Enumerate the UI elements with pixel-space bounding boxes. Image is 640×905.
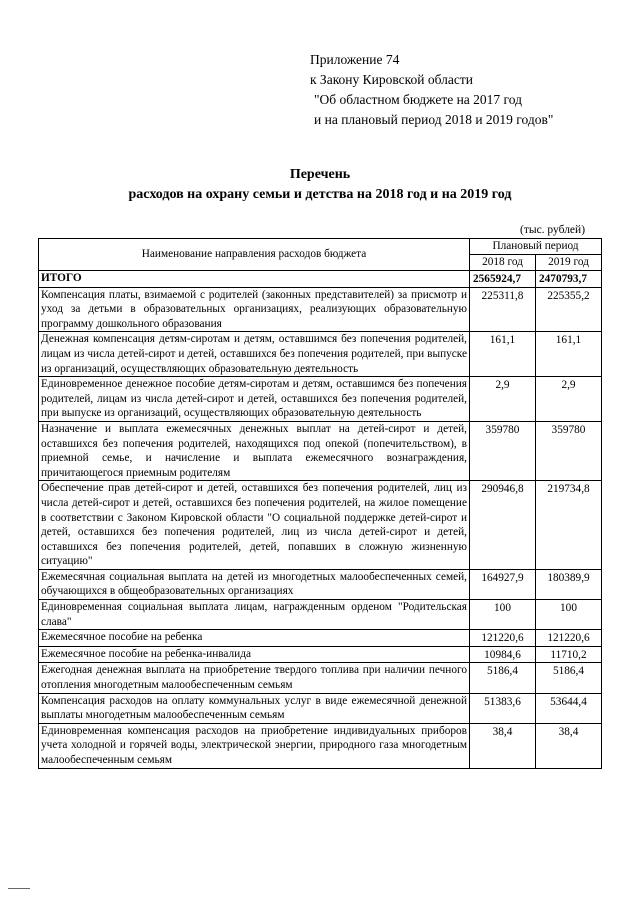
table-row [39, 421, 602, 480]
table-row [39, 600, 602, 630]
table-row [39, 646, 602, 663]
table-row [39, 723, 602, 768]
row-description: Ежемесячное пособие на ребенка-инвалида [39, 646, 470, 663]
scan-mark [8, 888, 30, 892]
row-description: Обеспечение прав детей-сирот и детей, оставшихся без попечения родителей, лиц из числа детей-сирот и детей, оставшихся без попечения родителей, на жилое помещение в соответствии с Законом Кировской области "О социальной поддержке детей-сирот и детей, оставшихся без попечения родителей, лиц из числа детей-сирот и детей, оставшихся без попечения родителей, детей, попавших в сложную жизненную ситуацию" [39, 481, 470, 570]
row-value-2019: 161,1 [536, 332, 602, 377]
row-value-2019: 2,9 [536, 377, 602, 422]
row-value-2019: 38,4 [536, 723, 602, 768]
row-description: Денежная компенсация детям-сиротам и детям, оставшимся без попечения родителей, лицам из числа детей-сирот и детей, оставшихся без попечения родителей, при выпуске из организаций, осуществляющих образовательную деятельность [39, 332, 470, 377]
document-subtitle: расходов на охрану семьи и детства на 2018 год и на 2019 год [128, 187, 512, 202]
appendix-law-period: и на плановый период 2018 и 2019 годов" [314, 112, 554, 127]
header-2018: 2018 год [470, 255, 536, 271]
row-value-2018: 161,1 [470, 332, 536, 377]
row-value-2018: 290946,8 [470, 481, 536, 570]
table-row [39, 693, 602, 723]
row-value-2019: 100 [536, 600, 602, 630]
row-value-2018: 121220,6 [470, 630, 536, 647]
row-description: Единовременная компенсация расходов на приобретение индивидуальных приборов учета холодной и горячей воды, электрической энергии, природного газа многодетным малообеспеченным семьям [39, 723, 470, 768]
row-description: Ежемесячное пособие на ребенка [39, 630, 470, 647]
document-title: Перечень [289, 167, 351, 182]
row-value-2019: 359780 [536, 421, 602, 480]
total-2018: 2565924,7 [470, 271, 536, 288]
table-row [39, 287, 602, 332]
row-value-2018: 100 [470, 600, 536, 630]
row-value-2019: 225355,2 [536, 287, 602, 332]
row-value-2018: 10984,6 [470, 646, 536, 663]
row-description: Назначение и выплата ежемесячных денежных выплат на детей-сирот и детей, оставшихся без попечения родителей, находящихся под опекой (попечительством), в приемной семье, и начисление и выплата ежемесячного вознаграждения, причитающегося приемным родителям [39, 421, 470, 480]
units-label: (тыс. рублей) [520, 224, 586, 236]
row-value-2019: 53644,4 [536, 693, 602, 723]
appendix-header [310, 50, 630, 130]
row-value-2019: 219734,8 [536, 481, 602, 570]
row-value-2018: 225311,8 [470, 287, 536, 332]
total-row [39, 271, 602, 288]
table-row [39, 377, 602, 422]
table-row [39, 569, 602, 599]
row-value-2019: 121220,6 [536, 630, 602, 647]
row-value-2018: 51383,6 [470, 693, 536, 723]
total-label: ИТОГО [39, 271, 470, 288]
row-value-2019: 11710,2 [536, 646, 602, 663]
row-description: Единовременная социальная выплата лицам, награжденным орденом "Родительская слава" [39, 600, 470, 630]
table-row [39, 663, 602, 693]
table-row [39, 481, 602, 570]
header-name: Наименование направления расходов бюджета [39, 239, 470, 271]
header-period: Плановый период [470, 239, 602, 255]
expenses-table [38, 238, 602, 769]
appendix-law-title: "Об областном бюджете на 2017 год [314, 92, 522, 107]
row-description: Компенсация платы, взимаемой с родителей (законных представителей) за присмотр и уход за детьми в образовательных организациях, реализующих образовательную программу дошкольного образования [39, 287, 470, 332]
row-description: Ежегодная денежная выплата на приобретение твердого топлива при наличии печного отопления многодетным малообеспеченным семьям [39, 663, 470, 693]
row-value-2018: 2,9 [470, 377, 536, 422]
row-description: Единовременное денежное пособие детям-сиротам и детям, оставшимся без попечения родителей, лицам из числа детей-сирот и детей, оставшихся без попечения родителей, при выпуске из организаций, осуществляющих образовательную деятельность [39, 377, 470, 422]
table-header-row [39, 239, 602, 255]
row-description: Ежемесячная социальная выплата на детей из многодетных малообеспеченных семей, обучающихся в общеобразовательных организациях [39, 569, 470, 599]
total-2019: 2470793,7 [536, 271, 602, 288]
header-2019: 2019 год [536, 255, 602, 271]
row-value-2018: 5186,4 [470, 663, 536, 693]
row-value-2018: 38,4 [470, 723, 536, 768]
row-value-2018: 164927,9 [470, 569, 536, 599]
appendix-law: к Закону Кировской области [310, 72, 474, 87]
row-value-2019: 180389,9 [536, 569, 602, 599]
appendix-number: Приложение 74 [310, 52, 400, 67]
table-row [39, 332, 602, 377]
row-value-2019: 5186,4 [536, 663, 602, 693]
table-row [39, 630, 602, 647]
row-description: Компенсация расходов на оплату коммунальных услуг в виде ежемесячной денежной выплаты многодетным малообеспеченным семьям [39, 693, 470, 723]
row-value-2018: 359780 [470, 421, 536, 480]
